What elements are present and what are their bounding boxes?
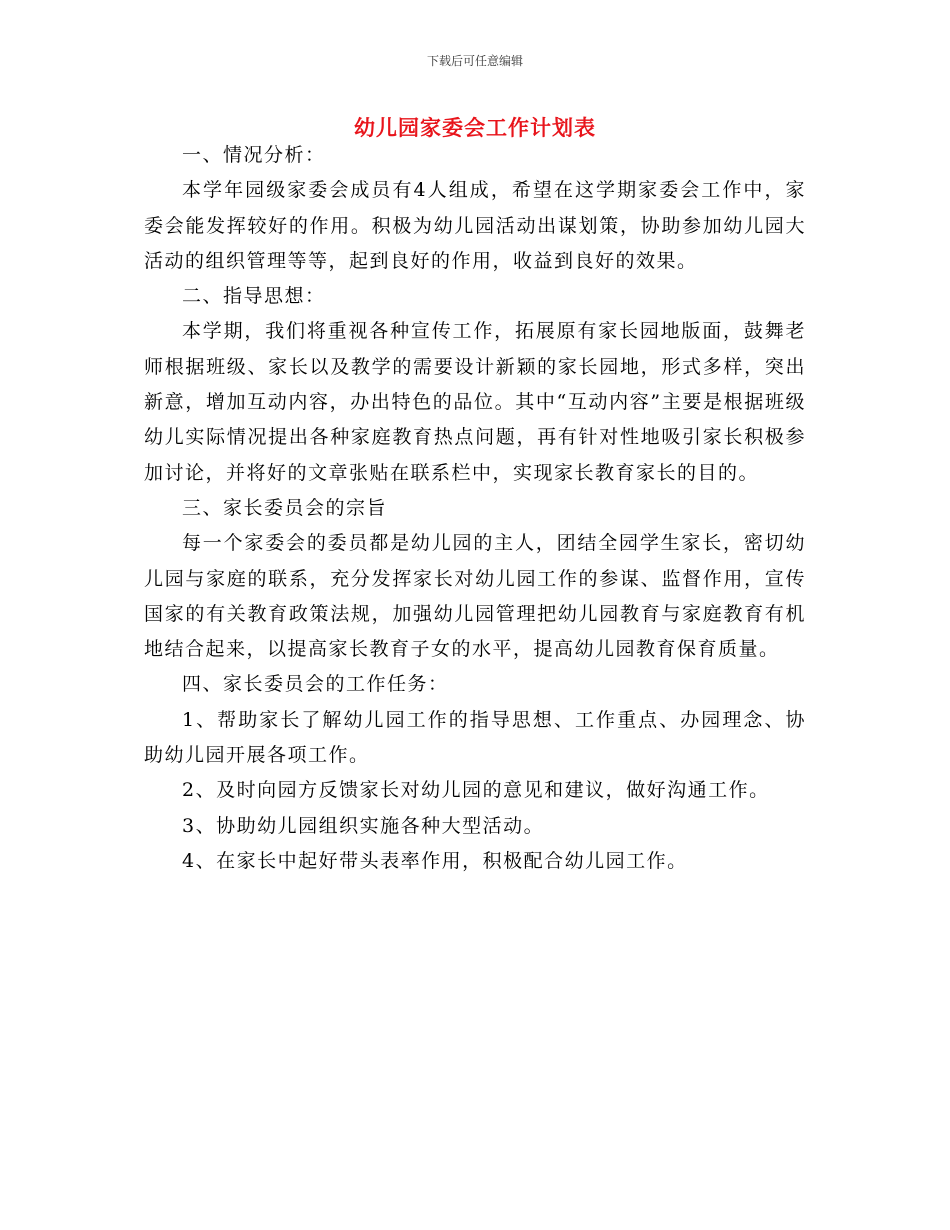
task-item-3: 3、协助幼儿园组织实施各种大型活动。: [182, 814, 545, 837]
task-item-1: 1、帮助家长了解幼儿园工作的指导思想、工作重点、办园理念、协助幼儿园开展各项工作。: [144, 708, 806, 767]
task-item-2: 2、及时向园方反馈家长对幼儿园的意见和建议，做好沟通工作。: [182, 779, 770, 802]
section-heading-tasks: 四、家长委员会的工作任务：: [182, 673, 449, 696]
document-title: 幼儿园家委会工作计划表: [354, 115, 596, 140]
document-body: [144, 138, 806, 879]
section-heading-purpose: 三、家长委员会的宗旨: [182, 496, 388, 519]
paragraph-analysis: 本学年园级家委会成员有4人组成，希望在这学期家委会工作中，家委会能发挥较好的作用。积极为幼儿园活动出谋划策，协助参加幼儿园大活动的组织管理等等，起到良好的作用，收益到良好的效果。: [144, 179, 806, 272]
section-heading-analysis: 一、情况分析：: [182, 144, 326, 166]
paragraph-guiding-thought: 本学期，我们将重视各种宣传工作，拓展原有家长园地版面，鼓舞老师根据班级、家长以及教学的需要设计新颖的家长园地，形式多样，突出新意，增加互动内容，办出特色的品位。其中“互动内容”主要是根据班级幼儿实际情况提出各种家庭教育热点问题，再有针对性地吸引家长积极参加讨论，并将好的文章张贴在联系栏中，实现家长教育家长的目的。: [144, 320, 806, 484]
page-header: 下载后可任意编辑: [426, 54, 523, 68]
paragraph-purpose: 每一个家委会的委员都是幼儿园的主人，团结全园学生家长，密切幼儿园与家庭的联系，充分发挥家长对幼儿园工作的参谋、监督作用，宣传国家的有关教育政策法规，加强幼儿园管理把幼儿园教育与家庭教育有机地结合起来，以提高家长教育子女的水平，提高幼儿园教育保育质量。: [144, 532, 806, 661]
task-item-4: 4、在家长中起好带头表率作用，积极配合幼儿园工作。: [182, 849, 688, 872]
section-heading-guiding-thought: 二、指导思想：: [182, 285, 326, 308]
